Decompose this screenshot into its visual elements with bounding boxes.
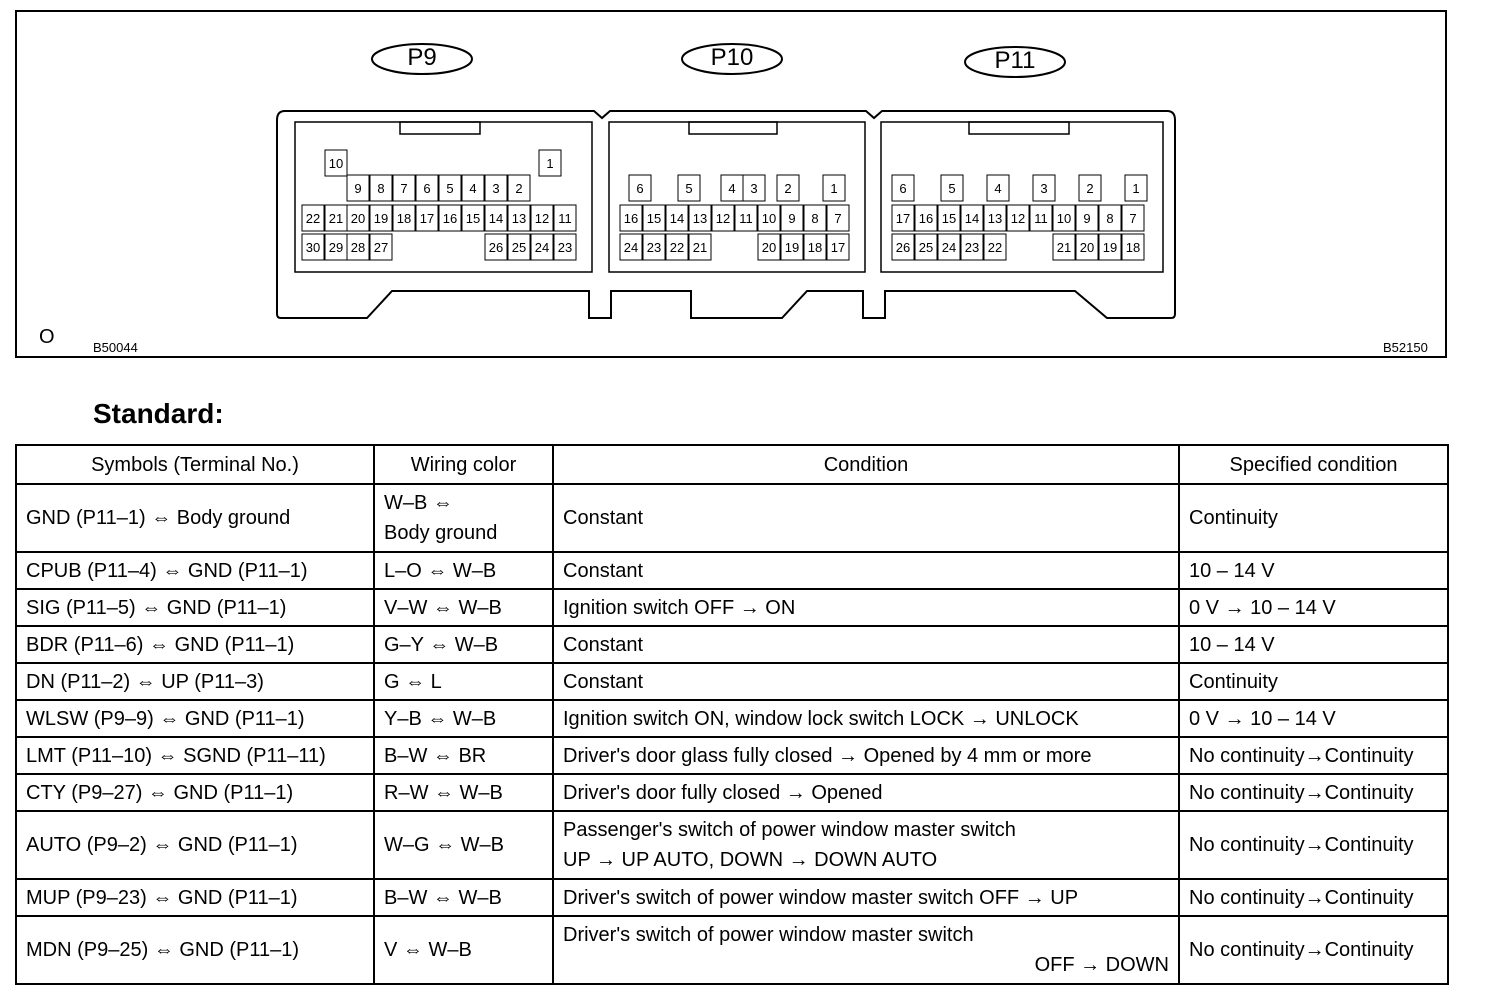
pin-number: 18 [1125,240,1141,255]
pin-number: 25 [511,240,527,255]
connector-diagram [15,10,1447,358]
cell-spec [1179,916,1448,984]
cell-spec [1179,700,1448,737]
wiring-text: G ⇔ L [384,670,442,693]
p9-label: P9 [407,44,437,71]
condition-text: Constant [563,670,644,693]
symbol-text: BDR (P11–6) ⇔ GND (P11–1) [26,633,295,656]
wiring-text: B–W ⇔ BR [384,744,487,767]
pin-number: 14 [669,211,685,226]
condition-text: Driver's switch of power window master switch OFF → UP [563,886,1079,909]
pin-number: 10 [328,156,344,171]
pin-number: 23 [964,240,980,255]
cell-wiring [374,589,553,626]
pin-number: 22 [305,211,321,226]
cell-condition [553,663,1179,700]
pin-number: 21 [1056,240,1072,255]
cell-spec [1179,879,1448,916]
pin-number: 1 [546,156,554,171]
pin-number: 28 [350,240,366,255]
wiring-text: L–O ⇔ W–B [384,559,497,582]
cell-spec [1179,774,1448,811]
pin-number: 5 [685,181,693,196]
pin-number: 26 [895,240,911,255]
cell-symbol [16,589,374,626]
standard-heading: Standard: [93,398,224,429]
cell-condition [553,811,1179,879]
pin-number: 26 [488,240,504,255]
pin-number: 7 [400,181,408,196]
pin-number: 23 [557,240,573,255]
cell-spec [1179,626,1448,663]
spec-text: No continuity→Continuity [1189,939,1414,961]
pin-number: 8 [811,211,819,226]
wiring-text-line2: Body ground [384,522,498,544]
pin-number: 7 [834,211,842,226]
header-symbols: Symbols (Terminal No.) [16,445,374,484]
cell-wiring [374,663,553,700]
pin-number: 13 [511,211,527,226]
cell-symbol [16,663,374,700]
pin-number: 30 [305,240,321,255]
table-row [16,916,1448,984]
header-specified-condition: Specified condition [1179,445,1448,484]
pin-number: 22 [669,240,685,255]
pin-number: 3 [750,181,758,196]
pin-number: 5 [948,181,956,196]
pin-number: 24 [623,240,639,255]
pin-number: 2 [784,181,792,196]
pin-number: 22 [987,240,1003,255]
pin-number: 20 [761,240,777,255]
cell-symbol [16,774,374,811]
pin-number: 14 [964,211,980,226]
cell-wiring [374,484,553,552]
condition-text: Driver's door fully closed → Opened [563,781,883,804]
table-row [16,484,1448,552]
spec-text: 10 – 14 V [1189,633,1275,656]
condition-text: Driver's switch of power window master switch [563,924,974,946]
cell-spec [1179,663,1448,700]
table-row [16,879,1448,916]
wiring-text: V ⇔ W–B [384,939,472,961]
cell-condition [553,737,1179,774]
pin-number: 13 [987,211,1003,226]
figure-code-left: B50044 [93,340,138,355]
spec-table [15,444,1449,985]
spec-text: Continuity [1189,670,1278,693]
table-row [16,774,1448,811]
p10-latch [689,122,777,134]
pin-number: 4 [469,181,477,196]
pin-number: 23 [646,240,662,255]
cell-condition [553,879,1179,916]
pin-number: 17 [895,211,911,226]
pin-number: 19 [373,211,389,226]
wiring-text: W–G ⇔ W–B [384,834,505,856]
cell-spec [1179,811,1448,879]
cell-condition [553,484,1179,552]
spec-text: 0 V → 10 – 14 V [1189,596,1336,619]
pin-number: 8 [377,181,385,196]
pin-number: 11 [558,211,572,226]
pin-number: 19 [784,240,800,255]
table-row [16,552,1448,589]
spec-text: No continuity→Continuity [1189,834,1414,856]
pin-number: 8 [1106,211,1114,226]
pin-number: 5 [446,181,454,196]
pin-number: 15 [465,211,481,226]
pin-number: 20 [350,211,366,226]
pin-number: 2 [1086,181,1094,196]
pin-number: 29 [328,240,344,255]
pin-number: 19 [1102,240,1118,255]
condition-text: Ignition switch OFF → ON [563,596,796,619]
p11-latch [969,122,1069,134]
condition-text: Constant [563,559,644,582]
pin-number: 1 [1132,181,1140,196]
cell-wiring [374,774,553,811]
wiring-text: B–W ⇔ W–B [384,886,502,909]
symbol-text: WLSW (P9–9) ⇔ GND (P11–1) [26,707,305,730]
pin-number: 17 [419,211,435,226]
cell-condition [553,626,1179,663]
cell-wiring [374,737,553,774]
cell-wiring [374,700,553,737]
symbol-text: LMT (P11–10) ⇔ SGND (P11–11) [26,744,326,767]
pin-number: 3 [1040,181,1048,196]
cell-spec [1179,737,1448,774]
pin-number: 10 [761,211,777,226]
pin-number: 3 [492,181,500,196]
corner-mark: O [39,326,55,348]
pin-number: 9 [1083,211,1091,226]
cell-wiring [374,811,553,879]
condition-text: Constant [563,507,644,529]
condition-text-line2: OFF → DOWN [1034,954,1169,976]
cell-condition [553,700,1179,737]
table-row [16,589,1448,626]
cell-condition [553,552,1179,589]
p11-label: P11 [994,47,1036,74]
header-condition: Condition [553,445,1179,484]
pin-number: 20 [1079,240,1095,255]
symbol-text: AUTO (P9–2) ⇔ GND (P11–1) [26,834,298,856]
p9-latch [400,122,480,134]
pin-number: 14 [488,211,504,226]
cell-symbol [16,737,374,774]
cell-condition [553,589,1179,626]
pin-number: 12 [1010,211,1026,226]
cell-symbol [16,700,374,737]
pin-number: 6 [636,181,644,196]
pin-number: 7 [1129,211,1137,226]
cell-wiring [374,879,553,916]
condition-text-line2: UP → UP AUTO, DOWN → DOWN AUTO [563,849,938,871]
pin-number: 11 [1034,211,1048,226]
spec-text: 10 – 14 V [1189,559,1275,582]
spec-text: 0 V → 10 – 14 V [1189,707,1336,730]
symbol-text: GND (P11–1) ⇔ Body ground [26,507,291,529]
pin-number: 12 [534,211,550,226]
spec-text: No continuity→Continuity [1189,744,1414,767]
table-header-row [16,445,1448,484]
cell-wiring [374,916,553,984]
p10-label: P10 [710,44,754,71]
cell-wiring [374,552,553,589]
pin-number: 12 [715,211,731,226]
table-row [16,663,1448,700]
pin-number: 4 [994,181,1002,196]
pin-number: 17 [830,240,846,255]
pin-number: 2 [515,181,523,196]
condition-text: Passenger's switch of power window master switch [563,819,1016,841]
pin-number: 18 [807,240,823,255]
wiring-text: Y–B ⇔ W–B [384,707,497,730]
pin-number: 24 [534,240,550,255]
pin-number: 11 [739,211,753,226]
symbol-text: MUP (P9–23) ⇔ GND (P11–1) [26,886,298,909]
pin-number: 6 [423,181,431,196]
symbol-text: MDN (P9–25) ⇔ GND (P11–1) [26,939,300,961]
cell-symbol [16,484,374,552]
cell-symbol [16,626,374,663]
wiring-text: G–Y ⇔ W–B [384,633,499,656]
table-row [16,811,1448,879]
condition-text: Constant [563,633,644,656]
symbol-text: SIG (P11–5) ⇔ GND (P11–1) [26,596,287,619]
pin-number: 13 [692,211,708,226]
symbol-text: CPUB (P11–4) ⇔ GND (P11–1) [26,559,308,582]
pin-number: 15 [941,211,957,226]
pin-number: 21 [328,211,344,226]
pin-number: 21 [692,240,708,255]
pin-number: 1 [830,181,838,196]
cell-wiring [374,626,553,663]
pin-number: 16 [442,211,458,226]
pin-number: 6 [899,181,907,196]
header-wiring-color: Wiring color [374,445,553,484]
condition-text: Driver's door glass fully closed → Opened by 4 mm or more [563,744,1092,767]
pin-number: 15 [646,211,662,226]
pin-number: 25 [918,240,934,255]
wiring-text: R–W ⇔ W–B [384,781,503,804]
symbol-text: DN (P11–2) ⇔ UP (P11–3) [26,670,264,693]
table-row [16,700,1448,737]
pin-number: 24 [941,240,957,255]
table-row [16,626,1448,663]
cell-symbol [16,916,374,984]
pin-number: 10 [1056,211,1072,226]
spec-text: No continuity→Continuity [1189,886,1414,909]
condition-text: Ignition switch ON, window lock switch LOCK → UNLOCK [563,707,1079,730]
cell-condition [553,916,1179,984]
wiring-text: W–B ⇔ [384,492,453,514]
cell-spec [1179,552,1448,589]
spec-text: No continuity→Continuity [1189,781,1414,804]
cell-condition [553,774,1179,811]
symbol-text: CTY (P9–27) ⇔ GND (P11–1) [26,781,294,804]
pin-number: 27 [373,240,389,255]
table-row [16,737,1448,774]
spec-text: Continuity [1189,507,1278,529]
cell-spec [1179,484,1448,552]
figure-code-right: B52150 [1383,340,1428,355]
pin-number: 18 [396,211,412,226]
pin-number: 9 [788,211,796,226]
cell-symbol [16,879,374,916]
wiring-text: V–W ⇔ W–B [384,596,502,619]
pin-number: 16 [623,211,639,226]
pin-number: 4 [728,181,736,196]
pin-number: 16 [918,211,934,226]
cell-spec [1179,589,1448,626]
pin-number: 9 [354,181,362,196]
cell-symbol [16,552,374,589]
cell-symbol [16,811,374,879]
